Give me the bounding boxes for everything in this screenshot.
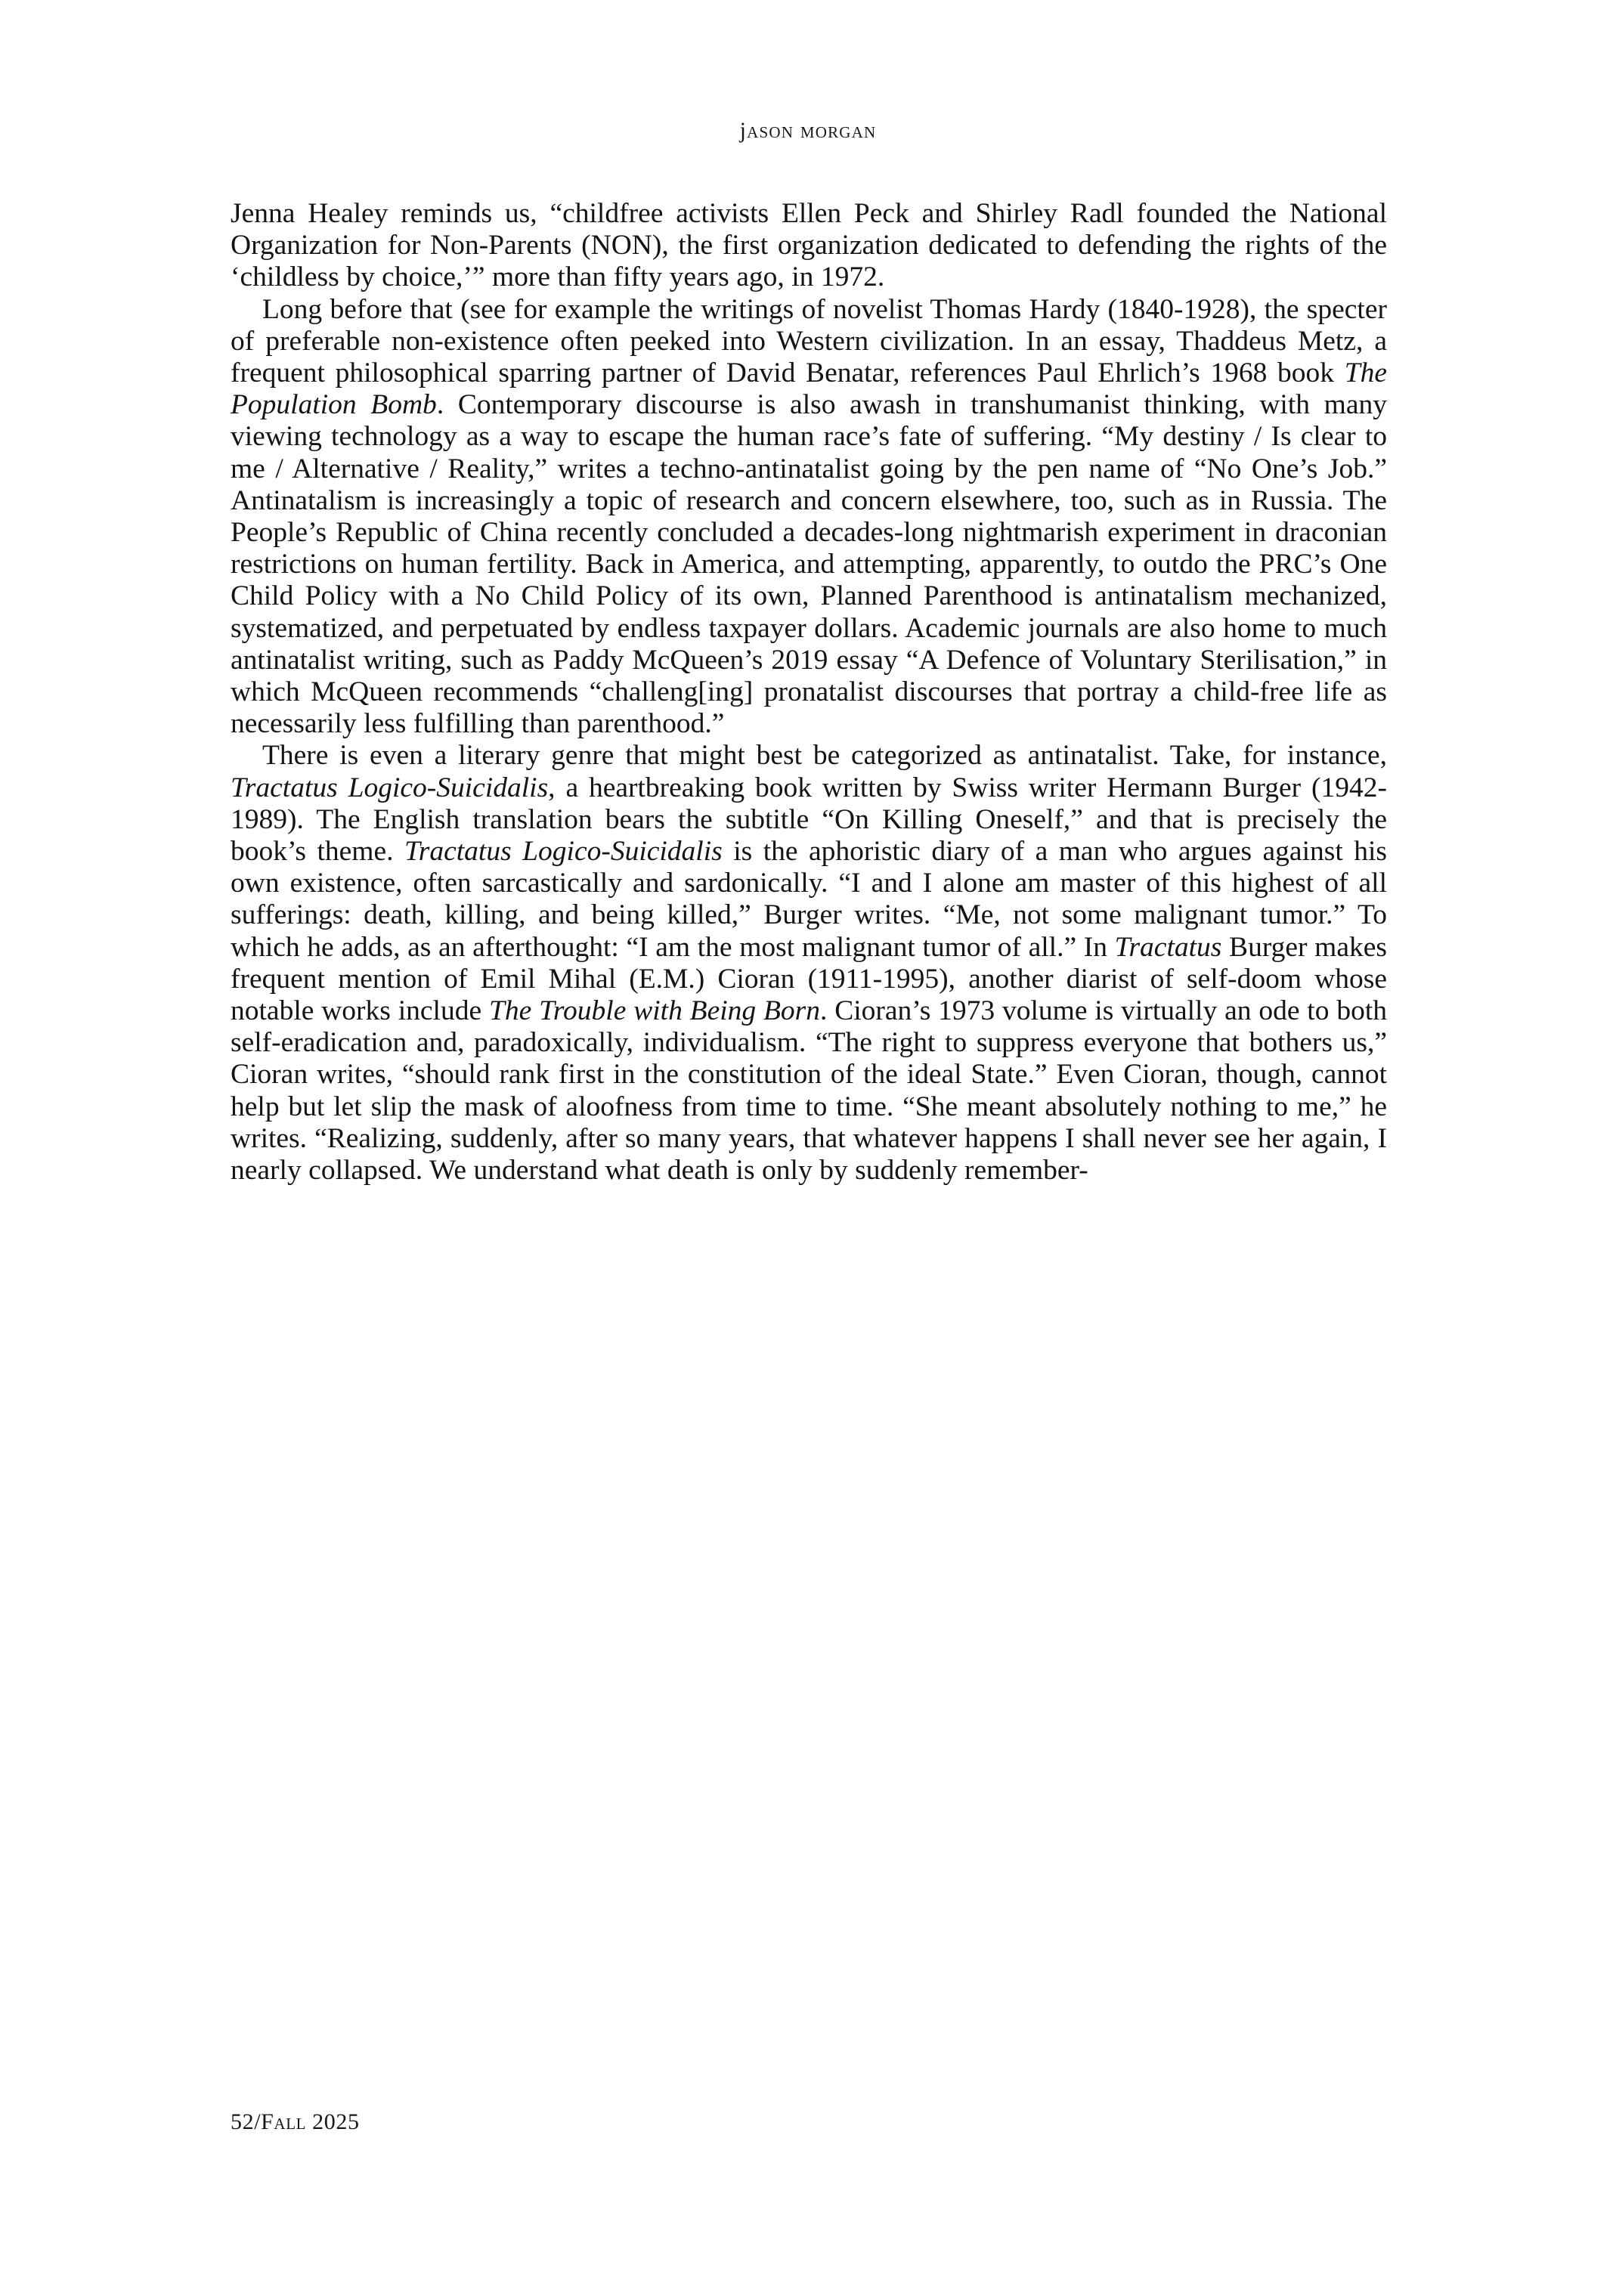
body-paragraph <box>231 198 1387 294</box>
text-run: is the aphoristic diary of a man who argues against his own existence, often sarcastically and sardonically. “I and I alone am master of this highest of all sufferings: death, killing, and being killed,” Burger writes. “Me, not some malignant tumor.” To which he adds, as an afterthought: “I am the most malignant tumor of all.” In <box>231 836 1388 963</box>
text-run: . Contemporary discourse is also awash in transhumanist thinking, with many viewing technology as a way to escape the human race’s fate of suffering. “My destiny / Is clear to me / Alternative / Reality,” writes a techno-antinatalist going by the pen name of “No One’s Job.” Antinatalism is increasingly a topic of research and concern elsewhere, too, such as in Russia. The People’s Republic of China recently concluded a decades-long nightmarish experiment in draconian restrictions on human fertility. Back in America, and attempting, apparently, to outdo the PRC’s One Child Policy with a No Child Policy of its own, Planned Parenthood is antinatalism mechanized, systematized, and perpetuated by endless taxpayer dollars. Academic journals are also home to much antinatalist writing, such as Paddy McQueen’s 2019 essay “A Defence of Voluntary Sterilisation,” in which McQueen recommends “challeng[ing] pronatalist discourses that portray a child-free life as necessarily less fulfilling than parenthood.” <box>231 389 1387 740</box>
text-run: , a heartbreaking book written by Swiss writer Hermann Burger (1942-1989). The English translation bears the subtitle “On Killing Oneself,” and that is precisely the book’s theme. <box>231 772 1388 868</box>
folio-separator: / <box>254 2109 262 2134</box>
folio-issue: Fall 2025 <box>261 2109 360 2134</box>
italic-title: The Population Bomb <box>231 357 1387 421</box>
text-run: Burger makes frequent mention of Emil Mihal (E.M.) Cioran (1911-1995), another diarist of self-doom whose notable works include <box>231 931 1387 1027</box>
italic-title: Tractatus <box>1114 931 1222 963</box>
text-run: . Cioran’s 1973 volume is virtually an ode to both self-eradication and, paradoxically, individualism. “The right to suppress everyone that bothers us,” Cioran writes, “should rank first in the constitution of the ideal State.” Even Cioran, though, cannot help but let slip the mask of aloofness from time to time. “She meant absolutely nothing to me,” he writes. “Realizing, suddenly, after so many years, that whatever happens I shall never see her again, I nearly collapsed. We understand what death is only by suddenly remember- <box>231 995 1387 1187</box>
body-paragraph <box>231 294 1387 741</box>
body-paragraph <box>231 740 1387 1187</box>
italic-title: Tractatus Logico-Suicidalis <box>404 836 723 868</box>
text-run: Long before that (see for example the writings of novelist Thomas Hardy (1840-1928), the specter of preferable non-existence often peeked into Western civilization. In an essay, Thaddeus Metz, a frequent philosophical sparring partner of David Benatar, references Paul Ehrlich’s 1968 book <box>231 293 1387 389</box>
page-folio <box>231 2111 360 2134</box>
folio-number: 52 <box>231 2109 255 2134</box>
body-text-block <box>231 198 1387 1187</box>
text-run: There is even a literary genre that might best be categorized as antinatalist. Take, for instance, <box>262 740 1387 772</box>
text-run: Jenna Healey reminds us, “childfree activists Ellen Peck and Shirley Radl founded the National Organization for Non-Parents (NON), the first organization dedicated to defending the rights of the ‘childless by choice,’” more than fifty years ago, in 1972. <box>231 198 1387 293</box>
running-head-text: jason morgan <box>739 118 877 143</box>
running-head <box>231 119 1385 142</box>
italic-title: The Trouble with Being Born <box>488 995 820 1027</box>
italic-title: Tractatus Logico-Suicidalis <box>231 772 549 803</box>
